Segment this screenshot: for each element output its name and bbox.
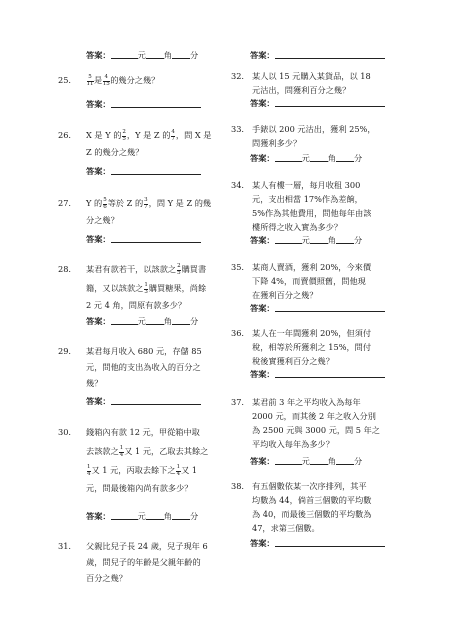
fraction: $\frac{1}{4}$ [119, 445, 124, 458]
answer-line-q32[interactable]: 答案： [250, 97, 385, 109]
fraction: $\frac{4}{15}$ [102, 74, 110, 87]
answer-line-q27[interactable]: 答案： [86, 233, 201, 245]
answer-line-q37[interactable]: 答案： 元 角 分 [250, 456, 363, 466]
answer-line-q38[interactable]: 答案： [250, 537, 385, 549]
answer-line-q35[interactable]: 答案： [250, 302, 385, 314]
fraction: $\frac{5}{6}$ [103, 197, 107, 210]
fraction: $\frac{4}{7}$ [171, 129, 175, 142]
fraction: $\frac{2}{5}$ [177, 263, 181, 276]
answer-line-q26[interactable]: 答案： [86, 165, 201, 177]
answer-line-q28[interactable]: 答案： 元 角 分 [86, 316, 199, 326]
answer-line-q31[interactable]: 答案： [250, 49, 385, 61]
fraction: $\frac{1}{3}$ [144, 282, 148, 295]
fraction: $\frac{5}{11}$ [86, 74, 94, 87]
fraction: $\frac{2}{5}$ [122, 129, 126, 142]
answer-line-q30[interactable]: 答案： 元 角 分 [86, 511, 199, 521]
fraction: $\frac{3}{7}$ [144, 197, 148, 210]
fraction: $\frac{1}{4}$ [87, 464, 91, 477]
answer-line-q34[interactable]: 答案： 元 角 分 [250, 235, 363, 245]
answer-line-q24[interactable]: 答案： 元 角 分 [86, 50, 199, 60]
answer-line-q33[interactable]: 答案： 元 角 分 [250, 153, 363, 163]
fraction: $\frac{1}{4}$ [176, 464, 181, 477]
answer-line-q36[interactable]: 答案： [250, 368, 385, 380]
question-number: 25. [58, 75, 72, 85]
answer-line-q29[interactable]: 答案： [86, 395, 201, 407]
answer-line-q25[interactable]: 答案： [86, 98, 201, 110]
answer-label: 答案： [86, 50, 111, 60]
